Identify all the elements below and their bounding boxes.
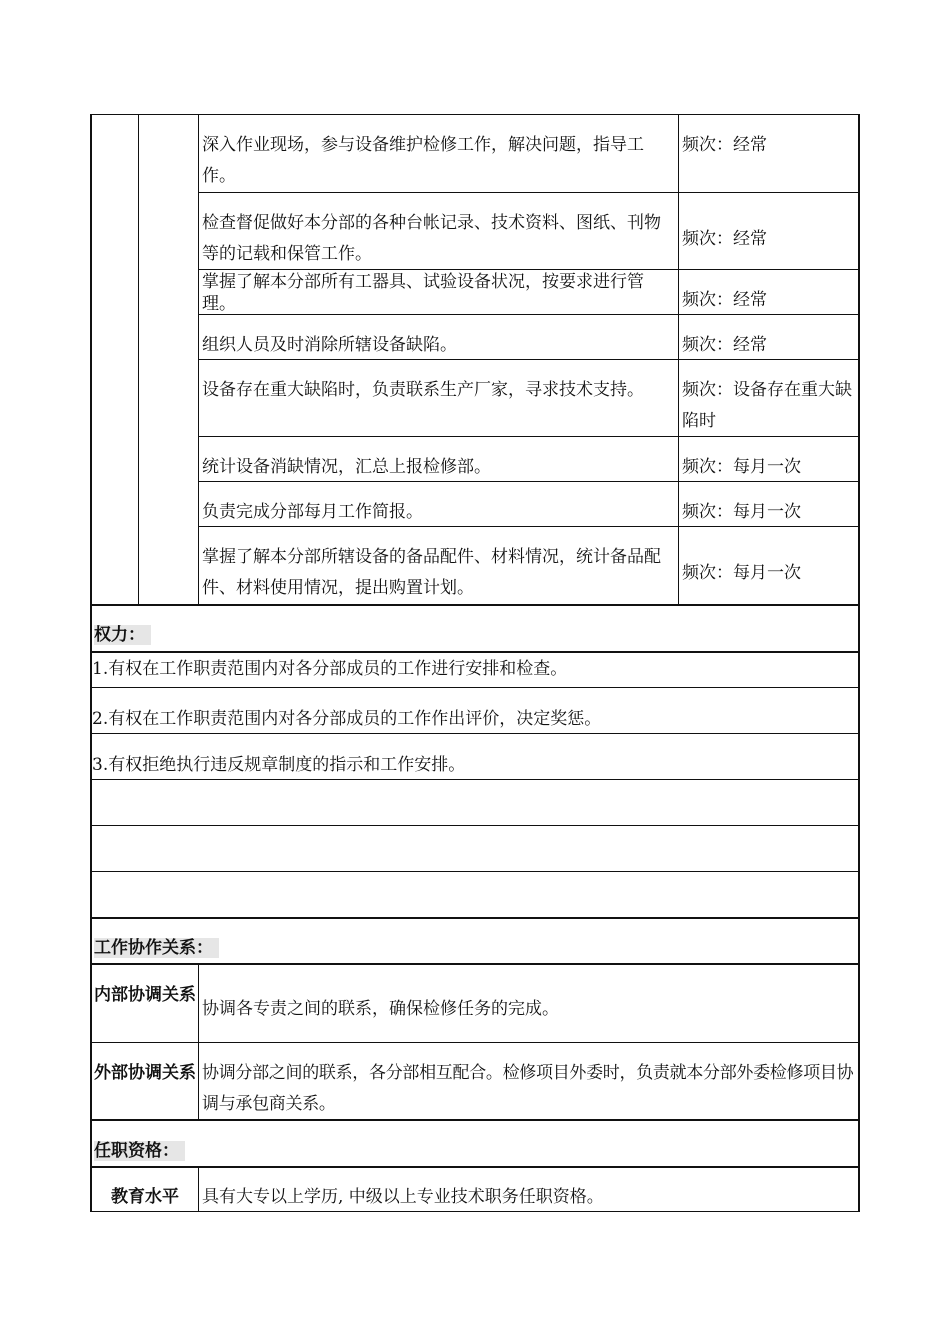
duty-frequency: 频次：每月一次: [682, 563, 801, 583]
section-divider: [90, 651, 860, 653]
authority-item: 2.有权在工作职责范围内对各分部成员的工作作出评价，决定奖惩。: [92, 709, 602, 729]
row-divider: [198, 192, 860, 193]
duty-text: 负责完成分部每月工作简报。: [202, 502, 423, 522]
duty-frequency: 频次：经常: [682, 335, 767, 355]
duty-text: 组织人员及时消除所辖设备缺陷。: [202, 335, 457, 355]
education-text: 具有大专以上学历, 中级以上专业技术职务任职资格。: [202, 1187, 604, 1207]
divider: [198, 1166, 199, 1212]
duty-frequency: 频次：经常: [682, 290, 767, 310]
education-label: 教育水平: [111, 1187, 179, 1207]
internal-coordination-label: 内部协调关系: [94, 985, 196, 1005]
external-coordination-text: 协调分部之间的联系，各分部相互配合。检修项目外委时，负责就本分部外委检修项目协调与承包商关系。: [202, 1063, 854, 1114]
border-top: [90, 114, 860, 115]
border-right: [858, 114, 860, 1212]
authority-item: 1.有权在工作职责范围内对各分部成员的工作进行安排和检查。: [92, 659, 568, 679]
internal-coordination-text: 协调各专责之间的联系，确保检修任务的完成。: [202, 999, 559, 1019]
duty-text: 统计设备消缺情况，汇总上报检修部。: [202, 457, 491, 477]
row-divider: [90, 1042, 860, 1043]
authority-item: 3.有权拒绝执行违反规章制度的指示和工作安排。: [92, 755, 466, 775]
duty-text: 深入作业现场，参与设备维护检修工作，解决问题，指导工作。: [202, 135, 644, 186]
external-coordination-label: 外部协调关系: [94, 1063, 196, 1083]
cooperation-heading: [94, 933, 219, 964]
duty-text: 掌握了解本分部所有工器具、试验设备状况，按要求进行管理。: [202, 272, 644, 314]
qualification-heading: [94, 1136, 185, 1167]
divider: [138, 114, 139, 604]
border-bottom: [90, 1211, 860, 1212]
section-divider: [90, 1119, 860, 1121]
duty-text: 检查督促做好本分部的各种台帐记录、技术资料、图纸、刊物等的记载和保管工作。: [202, 213, 661, 264]
row-divider: [90, 779, 860, 780]
duty-frequency: 频次：经常: [682, 135, 767, 155]
duty-frequency: 频次：经常: [682, 229, 767, 249]
qualification-title: 任职资格：: [94, 1141, 185, 1161]
authority-heading: [94, 620, 151, 651]
duty-frequency: 频次：设备存在重大缺陷时: [682, 380, 852, 431]
section-divider: [90, 1166, 860, 1168]
row-divider: [90, 733, 860, 734]
section-divider: [90, 917, 860, 919]
authority-title: 权力：: [94, 625, 151, 645]
duty-text: 掌握了解本分部所辖设备的备品配件、材料情况，统计备品配件、材料使用情况，提出购置计划。: [202, 547, 661, 598]
section-divider: [90, 604, 860, 606]
cooperation-title: 工作协作关系：: [94, 938, 219, 958]
duty-text: 设备存在重大缺陷时，负责联系生产厂家，寻求技术支持。: [202, 380, 644, 400]
row-divider: [90, 687, 860, 688]
row-divider: [90, 825, 860, 826]
duty-frequency: 频次：每月一次: [682, 457, 801, 477]
row-divider: [90, 871, 860, 872]
section-divider: [90, 963, 860, 965]
duty-frequency: 频次：每月一次: [682, 502, 801, 522]
